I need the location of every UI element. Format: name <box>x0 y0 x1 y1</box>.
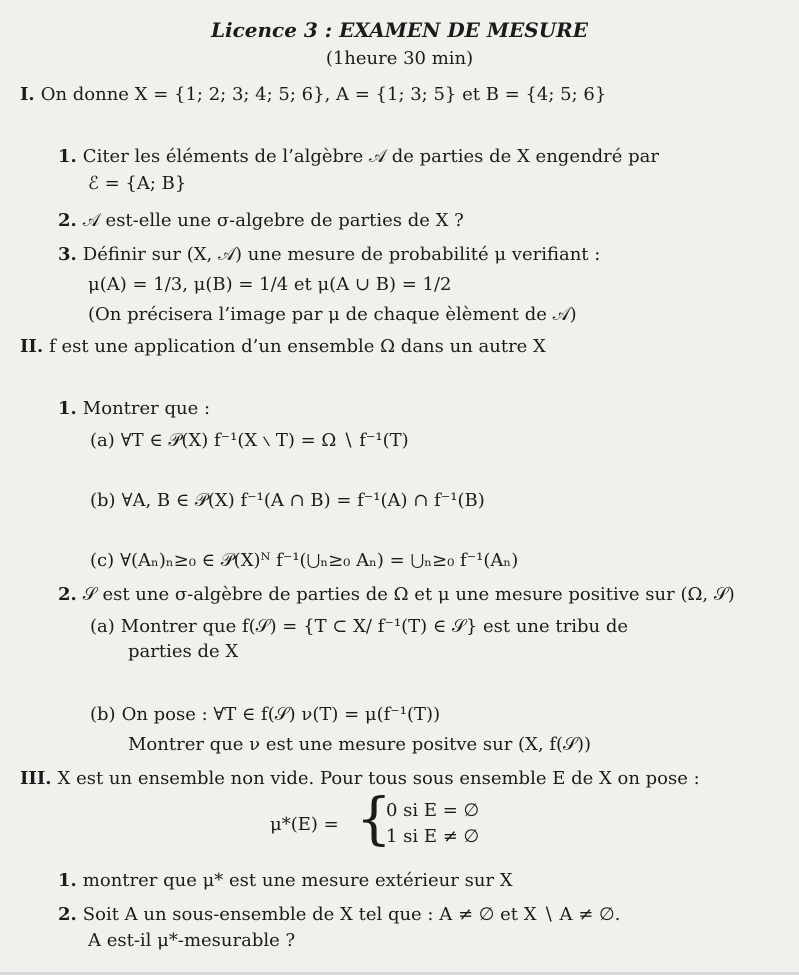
s1-q3-line1 <box>58 244 600 266</box>
section-2-intro-line <box>20 336 546 358</box>
s3-q2-line1 <box>58 904 620 926</box>
section-2-label: II. <box>20 336 44 357</box>
s2-q1b-text: ∀A, B ∈ 𝒫(X) f⁻¹(A ∩ B) = f⁻¹(A) ∩ f⁻¹(B) <box>121 490 485 511</box>
exam-title: Licence 3 : EXAMEN DE MESURE <box>210 18 589 42</box>
s3-q2-text: Soit A un sous-ensemble de X tel que : A ≠ ∅ et X ∖ A ≠ ∅. <box>82 904 621 925</box>
exam-duration: (1heure 30 min) <box>325 48 474 69</box>
mu-star-case-1: 0 si E = ∅ <box>386 800 480 821</box>
s2-q1-line <box>58 398 210 420</box>
s3-q2-number: 2. <box>58 904 77 925</box>
s1-q3-number: 3. <box>58 244 77 265</box>
s1-q3-text: Définir sur (X, 𝒜) une mesure de probabilité μ verifiant : <box>82 244 601 265</box>
s1-q1-number: 1. <box>58 146 77 167</box>
section-3-label: III. <box>20 768 52 789</box>
s2-q2b-line2: Montrer que ν est une mesure positve sur (X, f(𝒮)) <box>128 734 591 755</box>
s1-q1-text: Citer les éléments de l’algèbre 𝒜 de parties de X engendré par <box>82 146 659 167</box>
section-1-intro: On donne X = {1; 2; 3; 4; 5; 6}, A = {1; 3; 5} et B = {4; 5; 6} <box>40 84 607 105</box>
s2-q1a-text: ∀T ∈ 𝒫(X) f⁻¹(X ∖ T) = Ω ∖ f⁻¹(T) <box>120 430 409 451</box>
s2-q2a-text: Montrer que f(𝒮) = {T ⊂ X/ f⁻¹(T) ∈ 𝒮} est une tribu de <box>120 616 629 637</box>
s2-q1a-label: (a) <box>90 430 115 451</box>
section-3-intro: X est un ensemble non vide. Pour tous sous ensemble E de X on pose : <box>57 768 700 789</box>
s2-q2a-line1 <box>90 616 628 638</box>
s2-q2b-text: On pose : ∀T ∈ f(𝒮) ν(T) = μ(f⁻¹(T)) <box>121 704 441 725</box>
cases-brace: { <box>356 787 392 852</box>
s3-q1-line <box>58 870 513 892</box>
s2-q2b-line1 <box>90 704 440 726</box>
s2-q1c-line <box>90 550 518 572</box>
s1-q1-line2: ℰ = {A; B} <box>88 173 187 194</box>
s1-q2-line1 <box>58 210 464 232</box>
s2-q1c-label: (c) <box>90 550 115 571</box>
s2-q2-text: 𝒮 est une σ-algèbre de parties de Ω et μ une mesure positive sur (Ω, 𝒮) <box>82 584 735 605</box>
s2-q2a-line2: parties de X <box>128 641 239 662</box>
s2-q1-text: Montrer que : <box>82 398 211 419</box>
section-1-intro-line <box>20 84 606 106</box>
s2-q1c-text: ∀(Aₙ)ₙ≥₀ ∈ 𝒫(X)ᴺ f⁻¹(⋃ₙ≥₀ Aₙ) = ⋃ₙ≥₀ f⁻¹(Aₙ) <box>120 550 519 571</box>
s1-q2-number: 2. <box>58 210 77 231</box>
s2-q2b-label: (b) <box>90 704 116 725</box>
s1-q2-text: 𝒜 est-elle une σ-algebre de parties de X ? <box>82 210 464 231</box>
s3-q1-number: 1. <box>58 870 77 891</box>
s1-q3-line2: μ(A) = 1/3, μ(B) = 1/4 et μ(A ∪ B) = 1/2 <box>88 274 452 295</box>
section-1-label: I. <box>20 84 35 105</box>
s2-q1-number: 1. <box>58 398 77 419</box>
s2-q2-number: 2. <box>58 584 77 605</box>
s2-q1b-label: (b) <box>90 490 116 511</box>
s3-q2-line2: A est-il μ*-mesurable ? <box>88 930 296 951</box>
section-2-intro: f est une application d’un ensemble Ω dans un autre X <box>49 336 546 357</box>
s3-q1-text: montrer que μ* est une mesure extérieur sur X <box>82 870 513 891</box>
s1-q1-line1 <box>58 146 659 168</box>
s2-q2-line <box>58 584 735 606</box>
s1-q3-line3: (On précisera l’image par μ de chaque èlèment de 𝒜) <box>88 304 577 325</box>
mu-star-case-2: 1 si E ≠ ∅ <box>386 826 480 847</box>
s2-q2a-label: (a) <box>90 616 115 637</box>
mu-star-lhs: μ*(E) = <box>270 814 339 835</box>
s2-q1b-line <box>90 490 485 512</box>
s2-q1a-line <box>90 430 409 452</box>
